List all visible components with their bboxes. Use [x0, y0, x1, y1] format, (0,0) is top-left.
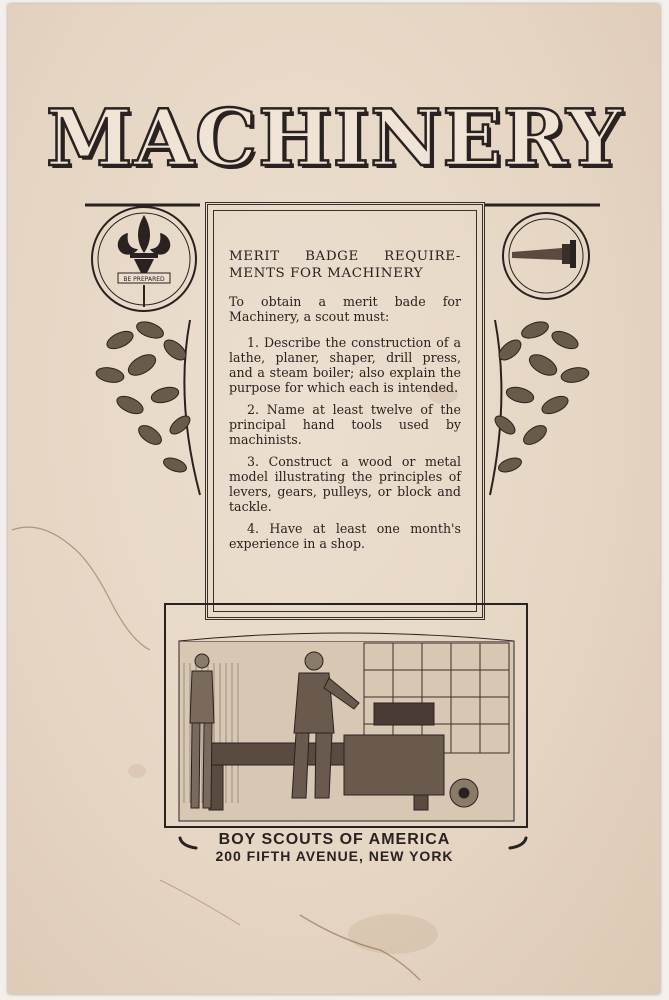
left-foliage-ornament — [80, 200, 205, 500]
seal-motto: BE PREPARED — [123, 276, 165, 283]
requirement-item: 4. Have at least one month's experience in a shop. — [229, 521, 461, 551]
right-foliage-ornament — [485, 200, 605, 500]
requirement-item: 2. Name at least twelve of the principal hand tools used by machinists. — [229, 402, 461, 447]
requirement-item: 1. Describe the construction of a lathe, planer, shaper, drill press, and a steam boiler; also explain the purpose for which each is intended. — [229, 335, 461, 395]
requirements-panel — [229, 248, 461, 558]
booklet-title: MACHINERY — [46, 93, 623, 184]
publisher-name: BOY SCOUTS OF AMERICA — [218, 831, 451, 848]
requirements-intro: To obtain a merit bade for Machinery, a scout must: — [229, 294, 461, 324]
machine-shop-illustration — [164, 603, 528, 828]
publisher-address: 200 FIFTH AVENUE, NEW YORK — [215, 848, 454, 864]
requirements-heading: MERIT BADGE REQUIRE- MENTS FOR MACHINERY — [229, 249, 461, 281]
requirement-item: 3. Construct a wood or metal model illustrating the principles of levers, gears, pulleys, or block and tackle. — [229, 454, 461, 514]
